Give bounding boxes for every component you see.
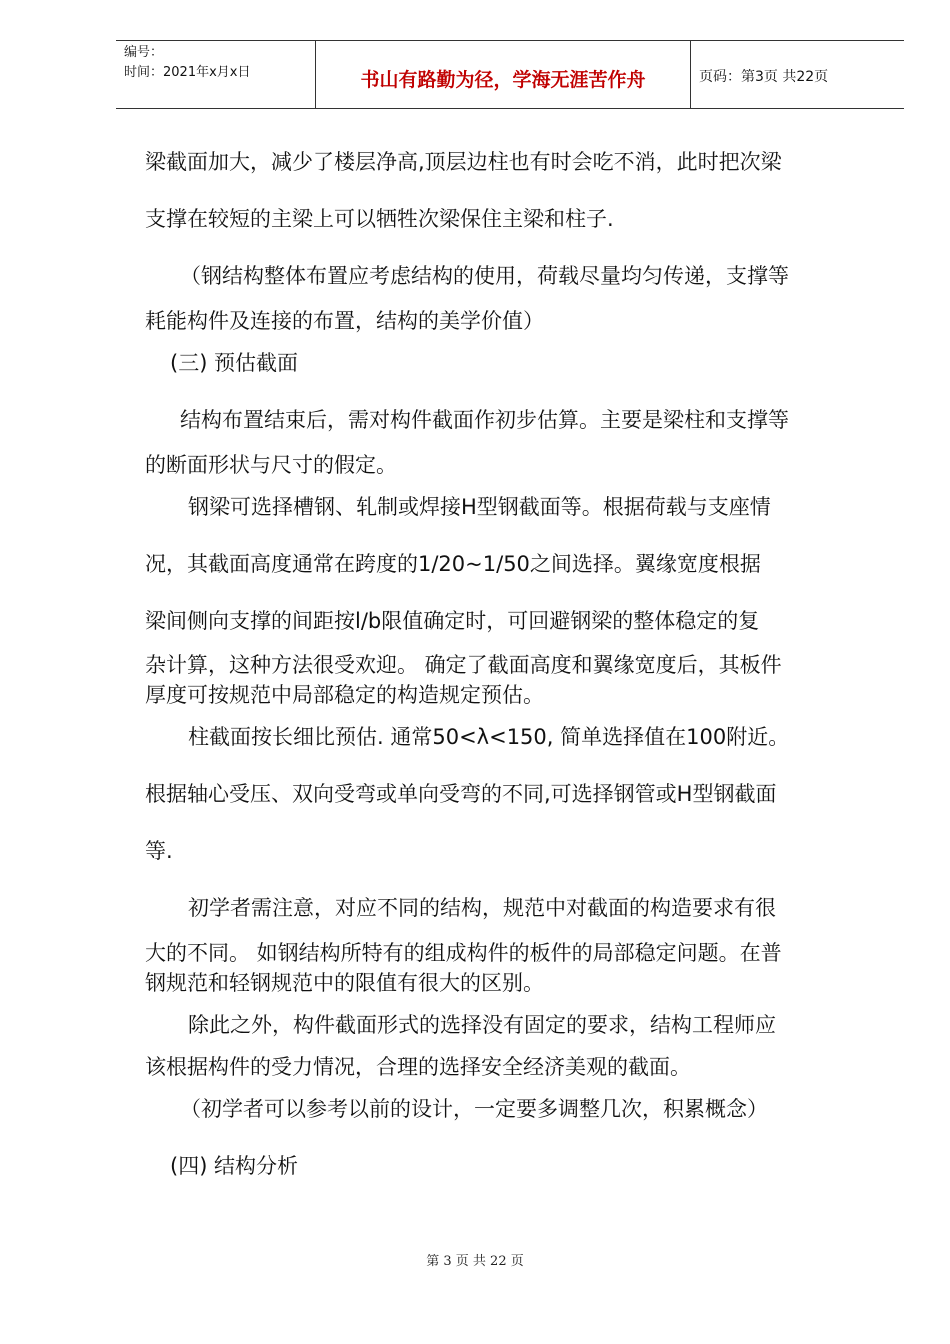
paragraph-line: 杂计算，这种方法很受欢迎。 确定了截面高度和翼缘宽度后，其板件	[145, 653, 782, 677]
motto-text: 书山有路勤为径，学海无涯苦作舟	[360, 69, 646, 91]
paragraph-line: 况，其截面高度通常在跨度的1/20~1/50之间选择。翼缘宽度根据	[145, 552, 761, 576]
paragraph-line: 钢梁可选择槽钢、轧制或焊接H型钢截面等。根据荷载与支座情	[188, 495, 771, 519]
header-page-number: 页码：第3页 共22页	[699, 69, 829, 85]
paragraph-line: （钢结构整体布置应考虑结构的使用，荷载尽量均匀传递，支撑等	[180, 264, 789, 288]
header-page-cell	[691, 41, 904, 108]
header-meta-cell	[116, 41, 315, 108]
paragraph-line: 梁间侧向支撑的间距按l/b限值确定时，可回避钢梁的整体稳定的复	[145, 609, 760, 633]
document-date-label: 时间：2021年x月x日	[124, 65, 251, 80]
section-heading: (四) 结构分析	[170, 1154, 299, 1178]
section-heading: (三) 预估截面	[170, 351, 299, 375]
paragraph-line: 除此之外，构件截面形式的选择没有固定的要求，结构工程师应	[188, 1013, 776, 1037]
paragraph-line: （初学者可以参考以前的设计，一定要多调整几次，积累概念）	[180, 1097, 768, 1121]
paragraph-line: 梁截面加大，减少了楼层净高,顶层边柱也有时会吃不消，此时把次梁	[145, 150, 782, 174]
paragraph-line: 等.	[145, 839, 173, 863]
paragraph-line: 该根据构件的受力情况，合理的选择安全经济美观的截面。	[145, 1055, 691, 1079]
paragraph-line: 支撑在较短的主梁上可以牺牲次梁保住主梁和柱子.	[145, 207, 614, 231]
paragraph-line: 的断面形状与尺寸的假定。	[145, 453, 397, 477]
document-code-label: 编号：	[124, 45, 164, 60]
paragraph-line: 耗能构件及连接的布置，结构的美学价值）	[145, 309, 544, 333]
paragraph-line: 大的不同。 如钢结构所特有的组成构件的板件的局部稳定问题。在普	[145, 941, 782, 965]
page-footer: 第 3 页 共 22 页	[426, 1254, 524, 1269]
paragraph-line: 钢规范和轻钢规范中的限值有很大的区别。	[145, 971, 544, 995]
paragraph-line: 柱截面按长细比预估. 通常50<λ<150, 简单选择值在100附近。	[188, 725, 790, 749]
paragraph-line: 初学者需注意，对应不同的结构，规范中对截面的构造要求有很	[188, 896, 776, 920]
paragraph-line: 厚度可按规范中局部稳定的构造规定预估。	[145, 683, 544, 707]
paragraph-line: 结构布置结束后，需对构件截面作初步估算。主要是梁柱和支撑等	[180, 408, 789, 432]
document-header	[116, 40, 904, 109]
header-motto-cell	[315, 41, 691, 108]
paragraph-line: 根据轴心受压、双向受弯或单向受弯的不同,可选择钢管或H型钢截面	[145, 782, 777, 806]
